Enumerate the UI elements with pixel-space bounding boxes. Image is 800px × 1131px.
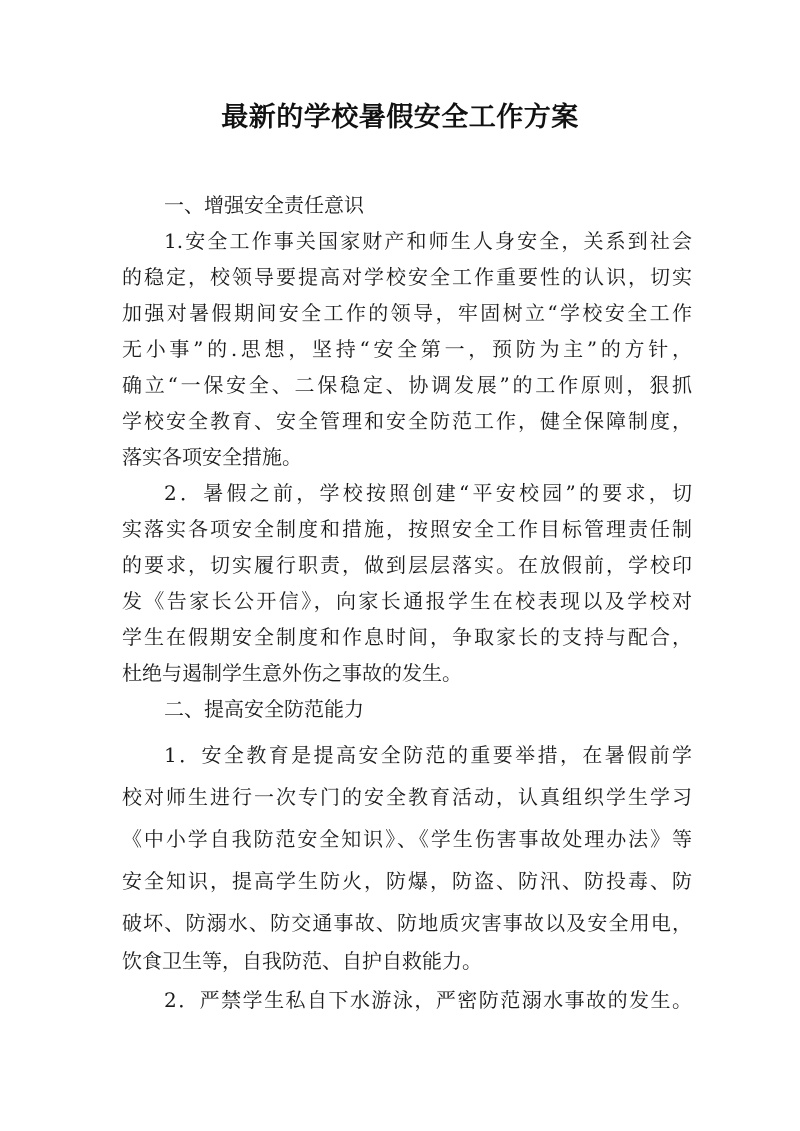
paragraph-line: 破坏、防溺水、防交通事故、防地质灾害事故以及安全用电， bbox=[122, 911, 692, 935]
paragraph-line: 发《告家长公开信》，向家长通报学生在校表现以及学校对 bbox=[122, 589, 692, 613]
paragraph-line: 学校安全教育、安全管理和安全防范工作，健全保障制度， bbox=[122, 409, 692, 433]
paragraph-line: 加强对暑假期间安全工作的领导，牢固树立“学校安全工作 bbox=[122, 301, 692, 325]
section-heading: 二、提高安全防范能力 bbox=[164, 697, 364, 721]
paragraph-line: 确立“一保安全、二保稳定、协调发展”的工作原则，狠抓 bbox=[122, 373, 692, 397]
paragraph-line: 1．安全教育是提高安全防范的重要举措，在暑假前学 bbox=[164, 743, 692, 767]
paragraph-line: 1.安全工作事关国家财产和师生人身安全，关系到社会 bbox=[164, 229, 692, 253]
paragraph-line: 落实各项安全措施。 bbox=[122, 445, 302, 469]
paragraph-line: 杜绝与遏制学生意外伤之事故的发生。 bbox=[122, 661, 462, 685]
paragraph-line: 的要求，切实履行职责，做到层层落实。在放假前，学校印 bbox=[122, 553, 692, 577]
paragraph-line: 安全知识，提高学生防火，防爆，防盗、防汛、防投毒、防 bbox=[122, 869, 692, 893]
document-title: 最新的学校暑假安全工作方案 bbox=[221, 102, 579, 133]
section-heading: 一、增强安全责任意识 bbox=[164, 193, 364, 217]
paragraph-line: 饮食卫生等，自我防范、自护自救能力。 bbox=[122, 949, 482, 973]
paragraph-line: 无小事”的.思想，坚持“安全第一，预防为主”的方针， bbox=[122, 337, 692, 361]
paragraph-line: 实落实各项安全制度和措施，按照安全工作目标管理责任制 bbox=[122, 517, 692, 541]
paragraph-line: 学生在假期安全制度和作息时间，争取家长的支持与配合， bbox=[122, 625, 692, 649]
paragraph-line: 的稳定，校领导要提高对学校安全工作重要性的认识，切实 bbox=[122, 265, 692, 289]
paragraph-line: 2．严禁学生私自下水游泳，严密防范溺水事故的发生。 bbox=[164, 988, 692, 1012]
paragraph-line: 校对师生进行一次专门的安全教育活动，认真组织学生学习 bbox=[122, 785, 692, 809]
paragraph-line: 《中小学自我防范安全知识》、《学生伤害事故处理办法》等 bbox=[122, 827, 692, 851]
paragraph-line: 2．暑假之前，学校按照创建“平安校园”的要求，切 bbox=[164, 481, 692, 505]
